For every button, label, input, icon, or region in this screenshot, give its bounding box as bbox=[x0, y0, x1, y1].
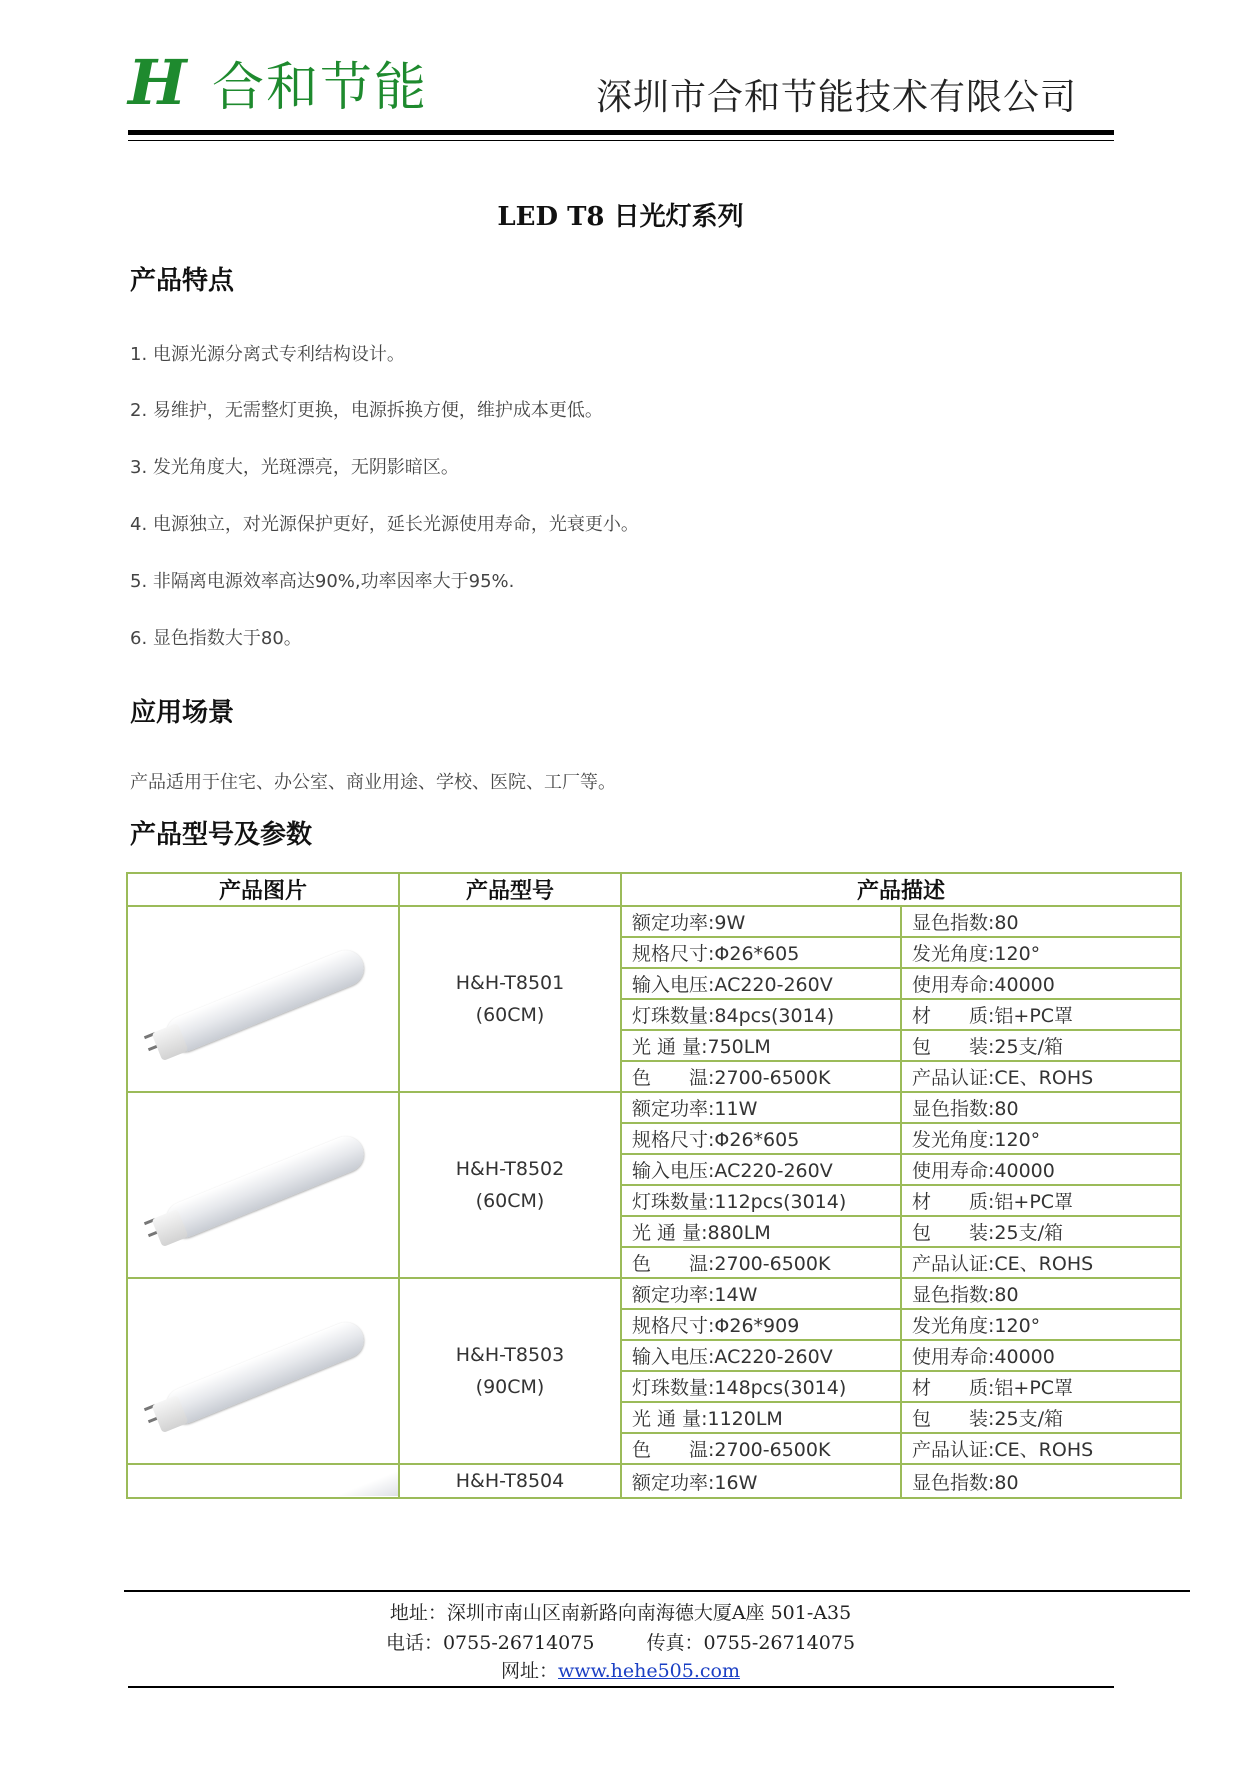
product-model-cell bbox=[399, 1278, 621, 1464]
spec-cell: 灯珠数量:148pcs(3014) bbox=[621, 1371, 901, 1402]
spec-cell: 材 质:铝+PC罩 bbox=[901, 999, 1181, 1030]
feature-item: 6. 显色指数大于80。 bbox=[130, 628, 302, 649]
features-heading: 产品特点 bbox=[130, 266, 235, 296]
spec-cell: 输入电压:AC220-260V bbox=[621, 1154, 901, 1185]
table-row bbox=[127, 1278, 1181, 1309]
spec-cell: 额定功率:11W bbox=[621, 1092, 901, 1123]
spec-cell: 额定功率:9W bbox=[621, 906, 901, 937]
product-image-cell bbox=[127, 906, 399, 1092]
logo-mark: H bbox=[128, 46, 187, 119]
spec-cell: 产品认证:CE、ROHS bbox=[901, 1433, 1181, 1464]
spec-cell: 使用寿命:40000 bbox=[901, 1154, 1181, 1185]
spec-cell: 色 温:2700-6500K bbox=[621, 1061, 901, 1092]
table-row bbox=[127, 1464, 1181, 1498]
footer-rule-top bbox=[124, 1590, 1190, 1592]
led-tube-image bbox=[128, 929, 398, 1069]
footer-address: 地址：深圳市南山区南新路向南海德大厦A座 501-A35 bbox=[389, 1602, 852, 1624]
product-length: (60CM) bbox=[475, 1004, 545, 1026]
spec-cell: 发光角度:120° bbox=[901, 1123, 1181, 1154]
footer-contact bbox=[0, 1628, 1241, 1655]
spec-cell: 显色指数:80 bbox=[901, 1092, 1181, 1123]
header-rule-thin bbox=[128, 140, 1114, 141]
led-tube-image bbox=[128, 1466, 398, 1496]
spec-table bbox=[126, 872, 1182, 1499]
website-link[interactable]: www.hehe505.com bbox=[558, 1660, 740, 1682]
spec-cell: 光 通 量:880LM bbox=[621, 1216, 901, 1247]
spec-cell: 光 通 量:1120LM bbox=[621, 1402, 901, 1433]
spec-cell: 灯珠数量:112pcs(3014) bbox=[621, 1185, 901, 1216]
spec-cell: 显色指数:80 bbox=[901, 1464, 1181, 1498]
column-header-image: 产品图片 bbox=[127, 873, 399, 906]
spec-cell: 发光角度:120° bbox=[901, 937, 1181, 968]
feature-item: 2. 易维护，无需整灯更换，电源拆换方便，维护成本更低。 bbox=[130, 400, 603, 421]
product-model: H&H-T8502 bbox=[455, 1157, 565, 1180]
product-length: (90CM) bbox=[475, 1376, 545, 1398]
feature-item: 4. 电源独立，对光源保护更好，延长光源使用寿命，光衰更小。 bbox=[130, 514, 639, 535]
product-model: H&H-T8504 bbox=[455, 1470, 565, 1492]
column-header-description: 产品描述 bbox=[621, 873, 1181, 906]
company-name: 深圳市合和节能技术有限公司 bbox=[596, 77, 1078, 118]
product-model: H&H-T8501 bbox=[455, 971, 565, 994]
table-row bbox=[127, 906, 1181, 937]
spec-cell: 包 装:25支/箱 bbox=[901, 1402, 1181, 1433]
footer-web bbox=[0, 1656, 1241, 1683]
spec-cell: 使用寿命:40000 bbox=[901, 1340, 1181, 1371]
spec-cell: 色 温:2700-6500K bbox=[621, 1433, 901, 1464]
spec-cell: 显色指数:80 bbox=[901, 906, 1181, 937]
spec-cell: 色 温:2700-6500K bbox=[621, 1247, 901, 1278]
spec-cell: 额定功率:14W bbox=[621, 1278, 901, 1309]
product-image-cell bbox=[127, 1092, 399, 1278]
feature-item: 3. 发光角度大，光斑漂亮，无阴影暗区。 bbox=[130, 457, 459, 478]
spec-cell: 显色指数:80 bbox=[901, 1278, 1181, 1309]
spec-cell: 使用寿命:40000 bbox=[901, 968, 1181, 999]
product-image-cell bbox=[127, 1278, 399, 1464]
feature-item: 1. 电源光源分离式专利结构设计。 bbox=[130, 344, 405, 365]
spec-cell: 规格尺寸:Φ26*909 bbox=[621, 1309, 901, 1340]
spec-cell: 规格尺寸:Φ26*605 bbox=[621, 1123, 901, 1154]
table-row bbox=[127, 1092, 1181, 1123]
product-model-cell bbox=[399, 906, 621, 1092]
table-header-row bbox=[127, 873, 1181, 906]
spec-cell: 灯珠数量:84pcs(3014) bbox=[621, 999, 901, 1030]
product-model-cell bbox=[399, 1464, 621, 1498]
led-tube-image bbox=[128, 1115, 398, 1255]
spec-cell: 规格尺寸:Φ26*605 bbox=[621, 937, 901, 968]
product-model-cell bbox=[399, 1092, 621, 1278]
spec-cell: 材 质:铝+PC罩 bbox=[901, 1371, 1181, 1402]
document-title: LED T8 日光灯系列 bbox=[497, 202, 744, 232]
spec-cell: 产品认证:CE、ROHS bbox=[901, 1061, 1181, 1092]
spec-cell: 包 装:25支/箱 bbox=[901, 1216, 1181, 1247]
footer-phone: 电话：0755-26714075 bbox=[385, 1632, 595, 1654]
footer-fax: 传真：0755-26714075 bbox=[646, 1632, 856, 1654]
spec-cell: 发光角度:120° bbox=[901, 1309, 1181, 1340]
logo-text: 合和节能 bbox=[212, 58, 429, 118]
spec-cell: 材 质:铝+PC罩 bbox=[901, 1185, 1181, 1216]
column-header-model: 产品型号 bbox=[399, 873, 621, 906]
footer-rule-bottom bbox=[128, 1686, 1114, 1688]
spec-cell: 包 装:25支/箱 bbox=[901, 1030, 1181, 1061]
models-heading: 产品型号及参数 bbox=[130, 820, 313, 850]
spec-cell: 输入电压:AC220-260V bbox=[621, 1340, 901, 1371]
spec-cell: 产品认证:CE、ROHS bbox=[901, 1247, 1181, 1278]
product-image-cell bbox=[127, 1464, 399, 1498]
application-heading: 应用场景 bbox=[130, 698, 235, 728]
spec-cell: 额定功率:16W bbox=[621, 1464, 901, 1498]
spec-cell: 输入电压:AC220-260V bbox=[621, 968, 901, 999]
feature-item: 5. 非隔离电源效率高达90%,功率因率大于95%. bbox=[130, 571, 515, 592]
spec-cell: 光 通 量:750LM bbox=[621, 1030, 901, 1061]
header-rule-thick bbox=[128, 130, 1114, 135]
application-text: 产品适用于住宅、办公室、商业用途、学校、医院、工厂等。 bbox=[130, 772, 616, 793]
product-model: H&H-T8503 bbox=[455, 1343, 565, 1366]
footer-web-label: 网址： bbox=[501, 1660, 559, 1682]
led-tube-image bbox=[128, 1301, 398, 1441]
product-length: (60CM) bbox=[475, 1190, 545, 1212]
